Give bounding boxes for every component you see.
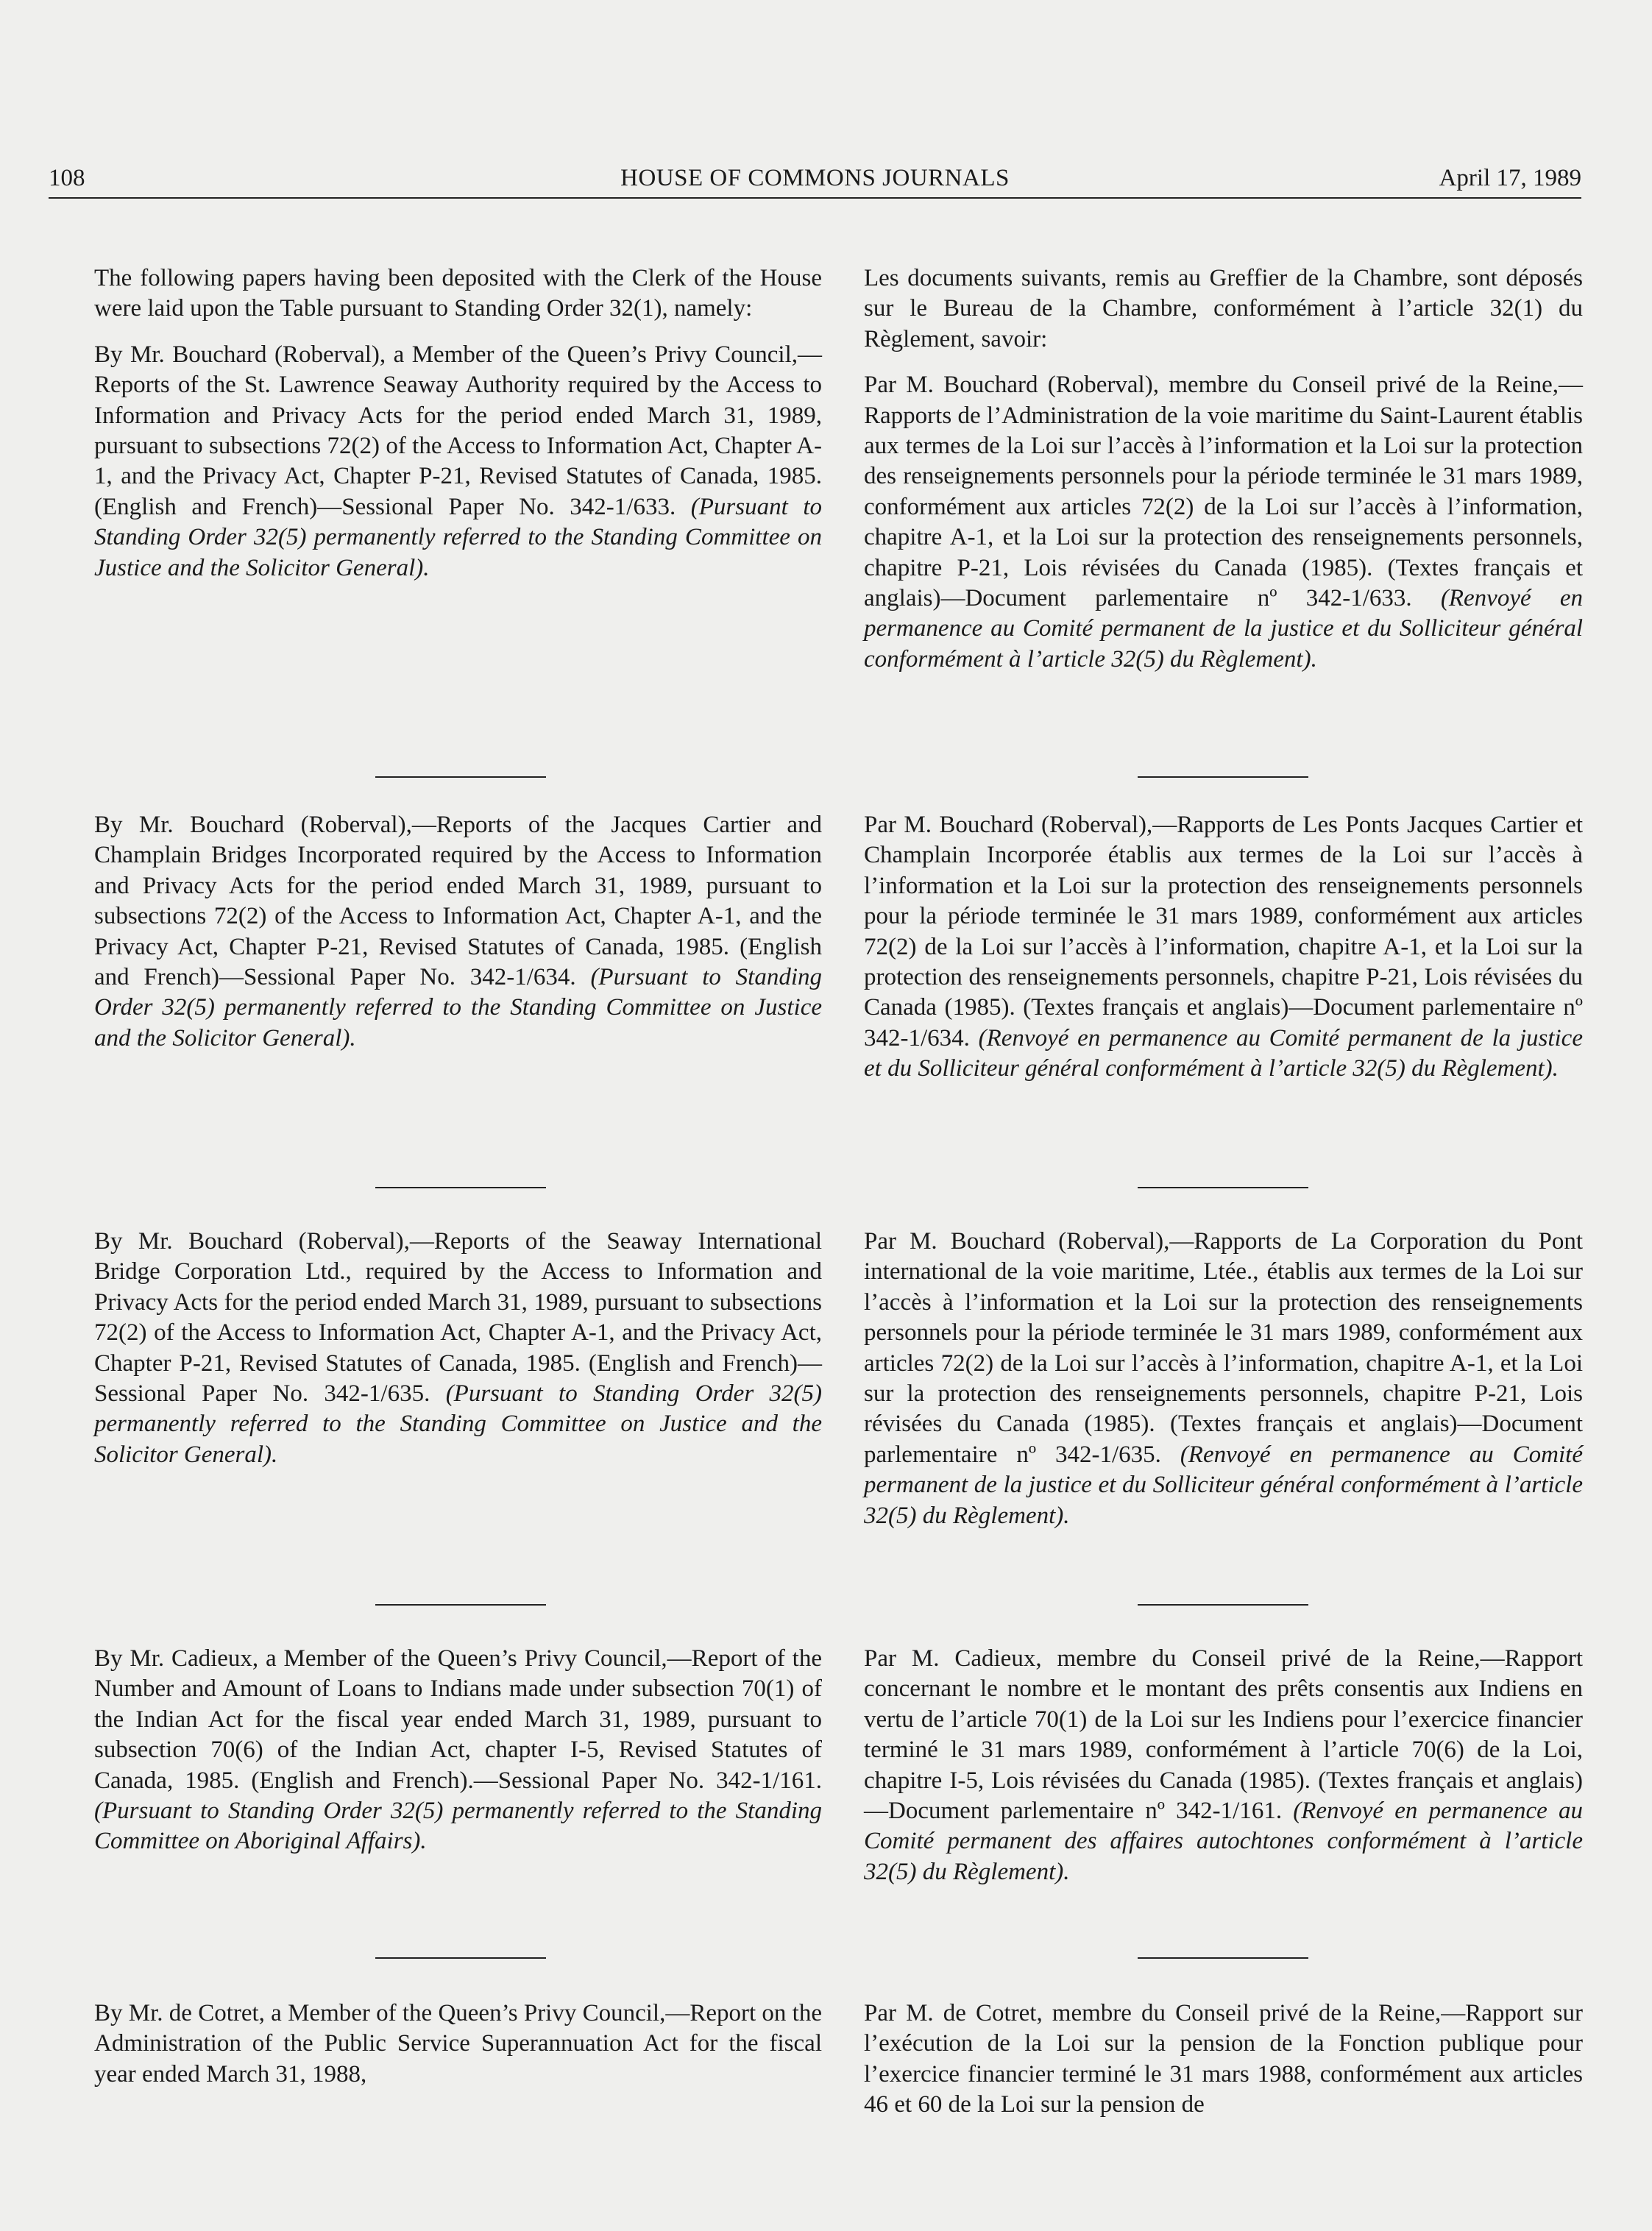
- french-entry-4: [864, 1644, 1583, 1887]
- english-entry-2: [94, 810, 822, 1054]
- english-entry-text: By Mr. Bouchard (Roberval),—Reports of the Seaway International Bridge Corporation Ltd., required by the Access to Information and Privacy Acts for the period ended March 31, 1989, pursuant to subsections 72(2) of the Access to Information Act, Chapter A-1, and the Privacy Act, Chapter P-21, Revised Statutes of Canada, 1985. (English and French)—Sessional Paper No. 342-1/635. (Pursuant to Standing Order 32(5) permanently referred to the Standing Committee on Justice and the Solicitor General).: [94, 1228, 822, 1468]
- page-number: 108: [49, 165, 85, 191]
- journal-title: HOUSE OF COMMONS JOURNALS: [620, 165, 1010, 191]
- separator-rule: [1138, 1604, 1308, 1606]
- separator-rule: [375, 776, 546, 778]
- issue-date: April 17, 1989: [1439, 165, 1581, 191]
- separator-rule: [375, 1957, 546, 1959]
- separator-rule: [375, 1187, 546, 1188]
- running-head: [49, 162, 1581, 199]
- french-entry-text: Par M. de Cotret, membre du Conseil privé de la Reine,—Rapport sur l’exécution de la Loi sur la pension de la Fonction publique pour l’exercice financier terminé le 31 mars 1988, conformément aux articles 46 et 60 de la Loi sur la pension de: [864, 2000, 1583, 2118]
- french-entry-reference: (Renvoyé en permanence au Comité permanent de la justice et du Solliciteur général conformément à l’article 32(5) du Règlement).: [864, 1441, 1583, 1529]
- english-entry-reference: (Pursuant to Standing Order 32(5) permanently referred to the Standing Committee on Aboriginal Affairs).: [94, 1798, 822, 1855]
- english-entry-4: [94, 1644, 822, 1857]
- french-entry-5: [864, 1998, 1583, 2121]
- english-entry-5: [94, 1998, 822, 2090]
- english-entry-reference: (Pursuant to Standing Order 32(5) permanently referred to the Standing Committee on Justice and the Solicitor General).: [94, 493, 822, 581]
- french-entry-reference: (Renvoyé en permanence au Comité permanent de la justice et du Solliciteur général conformément à l’article 32(5) du Règlement).: [864, 585, 1584, 673]
- separator-rule: [1138, 776, 1308, 778]
- french-entry-text: Par M. Bouchard (Roberval),—Rapports de La Corporation du Pont international de la voie maritime, Ltée., établis aux termes de la Loi sur l’accès à l’information et la Loi sur la protection des renseignements personnels pour la période terminée le 31 mars 1989, conformément aux articles 72(2) de la Loi sur l’accès à l’information, chapitre A-1, et la Loi sur la protection des renseignements personnels, chapitre P-21, Lois révisées du Canada (1985). (Textes français et anglais)—Document parlementaire nº 342-1/635. (Renvoyé en permanence au Comité permanent de la justice et du Solliciteur général conformément à l’article 32(5) du Règlement).: [864, 1228, 1583, 1529]
- french-entry-1: [864, 263, 1583, 675]
- english-entry-text: By Mr. de Cotret, a Member of the Queen’s Privy Council,—Report on the Administration of the Public Service Superannuation Act for the fiscal year ended March 31, 1988,: [94, 2000, 822, 2088]
- english-intro: The following papers having been deposited with the Clerk of the House were laid upon the Table pursuant to Standing Order 32(1), namely:: [94, 265, 822, 322]
- french-entry-2: [864, 810, 1583, 1085]
- french-entry-reference: (Renvoyé en permanence au Comité permanent des affaires autochtones conformément à l’article 32(5) du Règlement).: [864, 1798, 1583, 1885]
- english-entry-3: [94, 1227, 822, 1470]
- french-entry-reference: (Renvoyé en permanence au Comité permanent de la justice et du Solliciteur général conformément à l’article 32(5) du Règlement).: [864, 1024, 1583, 1082]
- separator-rule: [375, 1604, 546, 1606]
- english-entry-1: [94, 263, 822, 584]
- english-entry-reference: (Pursuant to Standing Order 32(5) permanently referred to the Standing Committee on Justice and the Solicitor General).: [94, 964, 822, 1051]
- english-entry-reference: (Pursuant to Standing Order 32(5) permanently referred to the Standing Committee on Justice and the Solicitor General).: [94, 1380, 822, 1468]
- french-entry-text: Par M. Cadieux, membre du Conseil privé de la Reine,—Rapport concernant le nombre et le montant des prêts consentis aux Indiens en vertu de l’article 70(1) de la Loi sur les Indiens pour l’exercice financier terminé le 31 mars 1989, conformément à l’article 70(6) de la Loi, chapitre I-5, Lois révisées du Canada (1985). (Textes français et anglais)—Document parlementaire nº 342-1/161. (Renvoyé en permanence au Comité permanent des affaires autochtones conformément à l’article 32(5) du Règlement).: [864, 1645, 1583, 1885]
- french-entry-text: Par M. Bouchard (Roberval), membre du Conseil privé de la Reine,—Rapports de l’Administration de la voie maritime du Saint-Laurent établis aux termes de la Loi sur l’accès à l’information et la Loi sur la protection des renseignements personnels pour la période terminée le 31 mars 1989, conformément aux articles 72(2) de la Loi sur l’accès à l’information, chapitre A-1, et la Loi sur la protection des renseignements personnels, chapitre P-21, Lois révisées du Canada (1985). (Textes français et anglais)—Document parlementaire nº 342-1/633. (Renvoyé en permanence au Comité permanent de la justice et du Solliciteur général conformément à l’article 32(5) du Règlement).: [864, 372, 1584, 673]
- english-entry-text: By Mr. Cadieux, a Member of the Queen’s Privy Council,—Report of the Number and Amount of Loans to Indians made under subsection 70(1) of the Indian Act for the fiscal year ended March 31, 1989, pursuant to subsection 70(6) of the Indian Act, chapter I-5, Revised Statutes of Canada, 1985. (English and French).—Sessional Paper No. 342-1/161. (Pursuant to Standing Order 32(5) permanently referred to the Standing Committee on Aboriginal Affairs).: [94, 1645, 822, 1855]
- english-entry-text: By Mr. Bouchard (Roberval),—Reports of the Jacques Cartier and Champlain Bridges Incorporated required by the Access to Information and Privacy Acts for the period ended March 31, 1989, pursuant to subsections 72(2) of the Access to Information Act, Chapter A-1, and the Privacy Act, Chapter P-21, Revised Statutes of Canada, 1985. (English and French)—Sessional Paper No. 342-1/634. (Pursuant to Standing Order 32(5) permanently referred to the Standing Committee on Justice and the Solicitor General).: [94, 812, 822, 1051]
- separator-rule: [1138, 1187, 1308, 1188]
- english-entry-text: By Mr. Bouchard (Roberval), a Member of the Queen’s Privy Council,—Reports of the St. Lawrence Seaway Authority required by the Access to Information and Privacy Acts for the period ended March 31, 1989, pursuant to subsections 72(2) of the Access to Information Act, Chapter A-1, and the Privacy Act, Chapter P-21, Revised Statutes of Canada, 1985. (English and French)—Sessional Paper No. 342-1/633. (Pursuant to Standing Order 32(5) permanently referred to the Standing Committee on Justice and the Solicitor General).: [94, 341, 822, 581]
- french-entry-text: Par M. Bouchard (Roberval),—Rapports de Les Ponts Jacques Cartier et Champlain Incorporée établis aux termes de la Loi sur l’accès à l’information et la Loi sur la protection des renseignements personnels pour la période terminée le 31 mars 1989, conformément aux articles 72(2) de la Loi sur l’accès à l’information, chapitre A-1, et la Loi sur la protection des renseignements personnels, chapitre P-21, Lois révisées du Canada (1985). (Textes français et anglais)—Document parlementaire nº 342-1/634. (Renvoyé en permanence au Comité permanent de la justice et du Solliciteur général conformément à l’article 32(5) du Règlement).: [864, 812, 1583, 1082]
- separator-rule: [1138, 1957, 1308, 1959]
- french-entry-3: [864, 1227, 1583, 1531]
- french-intro: Les documents suivants, remis au Greffier de la Chambre, sont déposés sur le Bureau de la Chambre, conformément à l’article 32(1) du Règlement, savoir:: [864, 265, 1583, 352]
